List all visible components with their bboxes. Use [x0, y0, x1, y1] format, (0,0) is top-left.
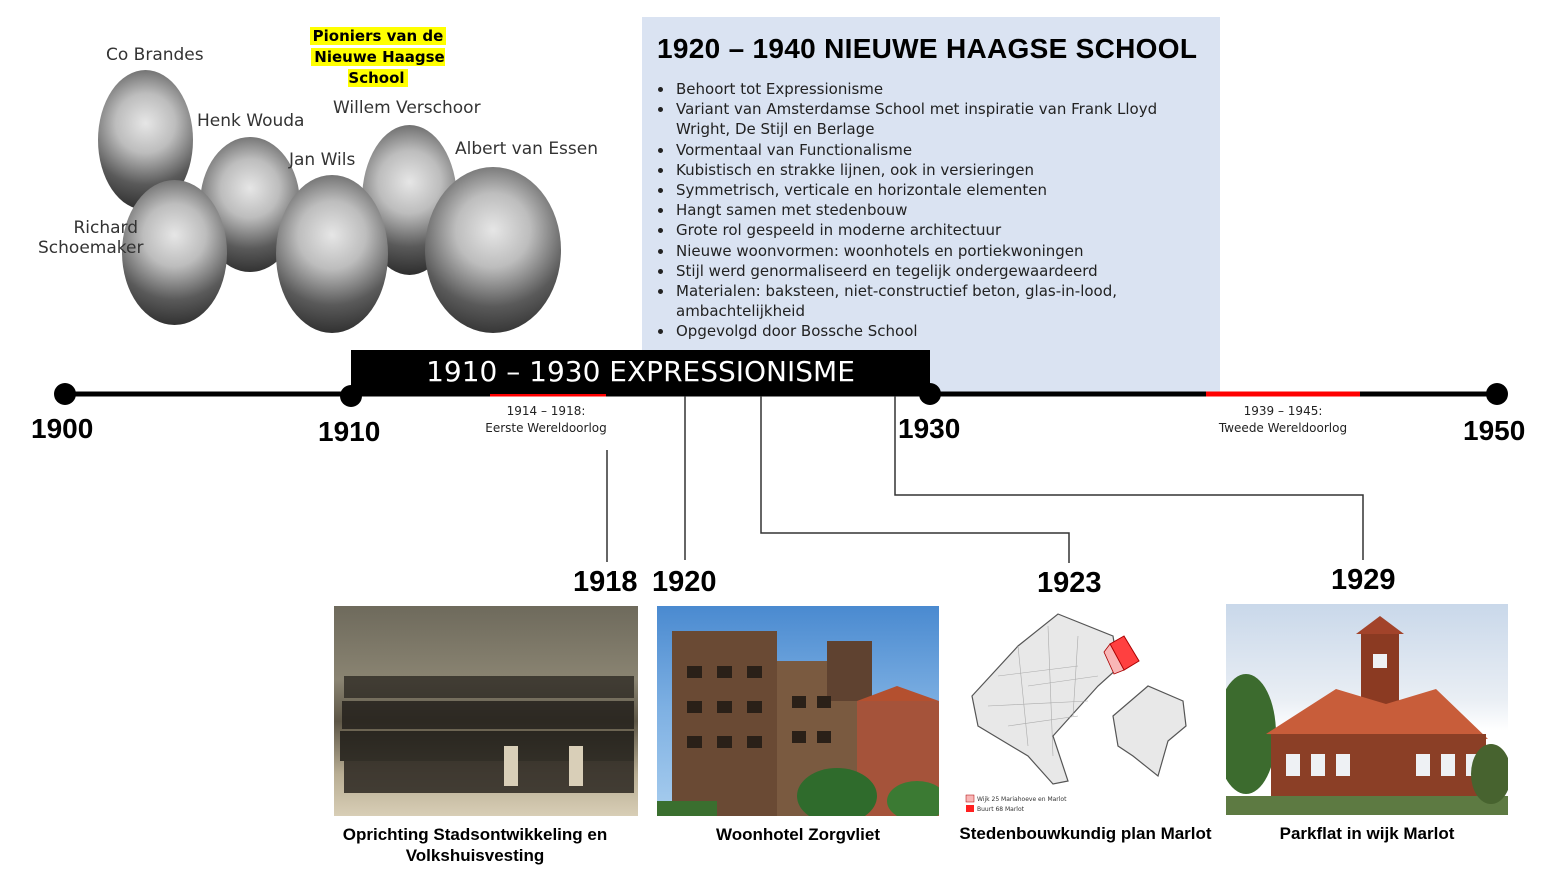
info-bullet: • Behoort tot Expressionisme [674, 79, 1194, 99]
milestone-year-1918: 1918 [573, 566, 638, 598]
year-1950: 1950 [1463, 415, 1526, 446]
caption-1920: Woonhotel Zorgvliet [715, 825, 880, 844]
name-willem-verschoor: Willem Verschoor [333, 98, 481, 118]
year-1900: 1900 [31, 413, 94, 444]
info-bullet: • Grote rol gespeeld in moderne architectuur [674, 220, 1194, 240]
ww2-name: Tweede Wereldoorlog [1218, 421, 1348, 435]
ww2-label [1203, 403, 1363, 437]
ww1-name: Eerste Wereldoorlog [485, 421, 607, 435]
ww2-years: 1939 – 1945: [1243, 404, 1323, 418]
caption-1918-line1: Oprichting Stadsontwikkeling en [342, 825, 608, 844]
timeline-dot-1900 [54, 383, 76, 405]
pioneers-title-line2: Nieuwe Haagse School [311, 48, 444, 87]
milestone-year-1920: 1920 [652, 566, 717, 598]
info-bullet: • Opgevolgd door Bossche School [674, 321, 1194, 341]
map-marlot [958, 606, 1198, 816]
info-bullet: • Stijl werd genormaliseerd en tegelijk ondergewaardeerd [674, 261, 1194, 281]
map-den-haag [972, 614, 1118, 784]
timeline-dot-1950 [1486, 383, 1508, 405]
info-bullet: • Symmetrisch, verticale en horizontale elementen [674, 180, 1194, 200]
pioneers-title-line1: Pioniers van de [310, 27, 447, 45]
info-title: 1920 – 1940 NIEUWE HAAGSE SCHOOL [657, 33, 1198, 64]
caption-1918 [325, 824, 625, 866]
info-bullet: • Variant van Amsterdamse School met inspiratie van Frank Lloyd Wright, De Stijl en Berlage [674, 99, 1194, 139]
name-richard-schoemaker-line2: Schoemaker [38, 238, 144, 258]
caption-1918-line2: Volkshuisvesting [405, 846, 545, 865]
name-albert-van-essen: Albert van Essen [455, 139, 599, 159]
ww1-label [466, 403, 626, 437]
ww1-years: 1914 – 1918: [506, 404, 586, 418]
map-legend-item1: Wijk 25 Mariahoeve en Marlot [977, 796, 1067, 803]
info-bullet: • Hangt samen met stedenbouw [674, 200, 1194, 220]
year-1930: 1930 [898, 413, 961, 444]
milestone-year-1923: 1923 [1037, 567, 1102, 599]
name-co-brandes: Co Brandes [106, 45, 204, 65]
info-bullet: • Kubistisch en strakke lijnen, ook in versieringen [674, 160, 1194, 180]
milestone-year-1929: 1929 [1331, 564, 1396, 596]
photo-woonhotel-zorgvliet [657, 606, 939, 816]
photo-group-stadsontwikkeling [334, 606, 638, 816]
name-henk-wouda: Henk Wouda [197, 111, 305, 131]
map-legend-item2: Buurt 68 Marlot [977, 806, 1025, 813]
photo-parkflat-marlot [1226, 604, 1508, 815]
caption-1929: Parkflat in wijk Marlot [1279, 824, 1455, 843]
name-jan-wils: Jan Wils [289, 150, 356, 170]
map-ypenburg [1113, 686, 1186, 776]
info-bullet: • Vormentaal van Functionalisme [674, 140, 1194, 160]
name-richard-schoemaker-line1: Richard [73, 218, 138, 238]
caption-1923: Stedenbouwkundig plan Marlot [959, 824, 1212, 843]
info-bullet: • Materialen: baksteen, niet-constructief beton, glas-in-lood, ambachtelijkheid [674, 281, 1194, 321]
period-label-expressionisme: 1910 – 1930 EXPRESSIONISME [351, 350, 930, 394]
info-bullet: • Nieuwe woonvormen: woonhotels en portiekwoningen [674, 241, 1194, 261]
year-1910: 1910 [318, 416, 381, 447]
